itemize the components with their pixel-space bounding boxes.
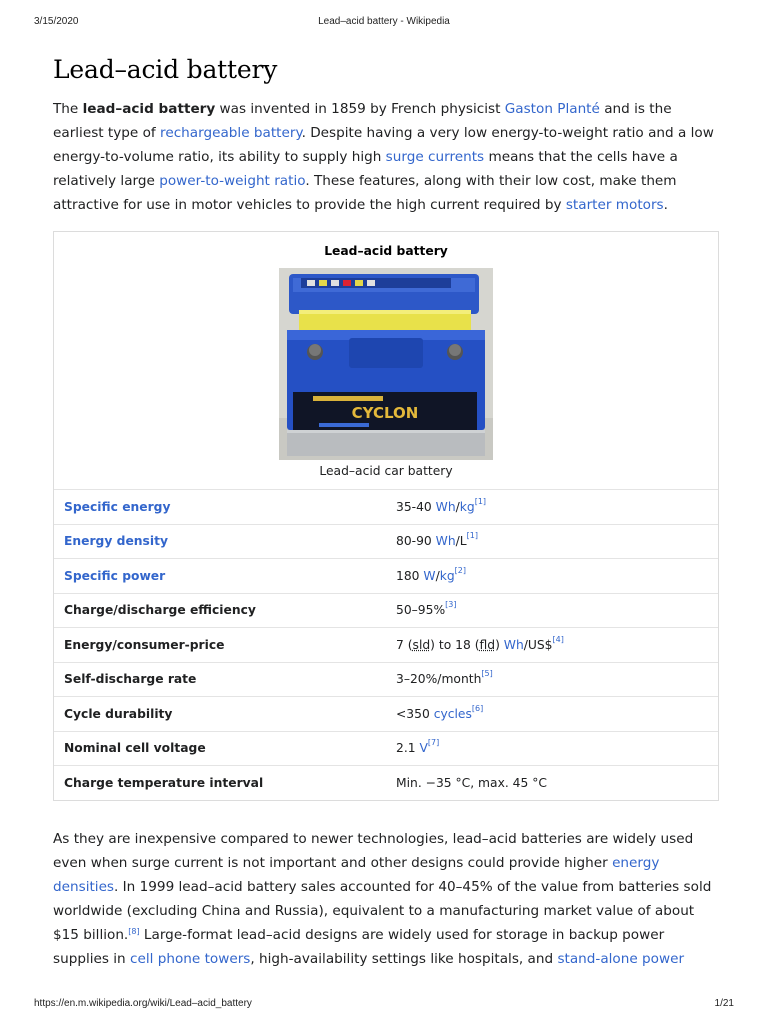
print-date: 3/15/2020 — [34, 16, 79, 27]
reference-link[interactable]: [1] — [474, 496, 487, 506]
intro-paragraph — [53, 97, 721, 217]
battery-brand-label: CYCLON — [351, 404, 419, 422]
infobox-row-cycle-durability — [54, 696, 718, 731]
row-value — [396, 738, 718, 756]
row-value — [396, 703, 718, 721]
reference-link[interactable]: [2] — [454, 565, 466, 575]
row-value — [396, 669, 718, 687]
unit-link-kg[interactable]: kg — [459, 499, 475, 514]
row-key-link[interactable]: Specific power — [64, 568, 166, 583]
unit-link-wh[interactable]: Wh — [435, 534, 456, 549]
link-surge-currents[interactable]: surge currents — [385, 149, 485, 165]
value-text: 35-40 — [396, 499, 436, 514]
intro-text: . — [663, 197, 668, 213]
link-energy-densities[interactable]: energy densities — [53, 854, 660, 895]
print-title: Lead–acid battery - Wikipedia — [318, 16, 450, 27]
link-power-to-weight-ratio[interactable]: power-to-weight ratio — [159, 173, 306, 189]
reference-link[interactable]: [5] — [481, 669, 493, 679]
abbr-sld: sld — [412, 637, 431, 652]
link-cell-phone-towers[interactable]: cell phone towers — [130, 950, 251, 967]
print-page-number: 1/21 — [714, 998, 734, 1009]
intro-text: was invented in 1859 by French physicist — [215, 101, 505, 117]
link-stand-alone-power[interactable]: stand-alone power — [557, 950, 685, 967]
infobox-row-efficiency — [54, 593, 718, 628]
intro-text: means that the cells have a relatively large — [53, 149, 678, 189]
unit-link-v[interactable]: V — [419, 741, 428, 756]
value-text: 50–95% — [396, 603, 446, 618]
print-header — [34, 16, 734, 30]
infobox — [53, 231, 719, 801]
row-key-link[interactable]: Specific energy — [64, 499, 171, 514]
body-text: . In 1999 lead–acid battery sales accounted for 40–45% of the value from batteries sold worldwide (excluding China and Russia), equivalent to a manufacturing market value of about $15 billion. — [53, 878, 712, 943]
intro-text: The — [53, 101, 83, 117]
unit-link-wh[interactable]: Wh — [503, 637, 524, 652]
row-value — [396, 496, 718, 514]
body-text: Large-format lead–acid designs are widely used for storage in backup power supplies in — [53, 926, 665, 967]
infobox-row-consumer-price — [54, 627, 718, 662]
value-text: 7 ( — [396, 637, 413, 652]
article-subject-bold: lead–acid battery — [82, 101, 216, 117]
value-text: ) to 18 ( — [430, 637, 480, 652]
row-key: Cycle durability — [64, 706, 173, 721]
value-text: / — [435, 568, 440, 583]
value-text: 3–20%/month — [396, 672, 482, 687]
value-text: 80-90 — [396, 534, 436, 549]
reference-link[interactable]: [7] — [427, 738, 440, 748]
reference-link[interactable]: [3] — [445, 600, 457, 610]
print-url: https://en.m.wikipedia.org/wiki/Lead–acid_battery — [34, 998, 252, 1009]
print-footer — [34, 998, 734, 1012]
value-text: /US$ — [523, 637, 553, 652]
row-key: Charge/discharge efficiency — [64, 603, 256, 618]
value-text: 180 — [396, 568, 424, 583]
row-value: Min. −35 °C, max. 45 °C — [396, 775, 547, 790]
battery-illustration — [279, 268, 493, 460]
infobox-row-specific-energy — [54, 489, 718, 524]
row-value — [396, 531, 718, 549]
unit-link-kg[interactable]: kg — [439, 568, 455, 583]
value-text: /L — [455, 534, 467, 549]
unit-link-cycles[interactable]: cycles — [433, 706, 472, 721]
row-value — [396, 634, 718, 652]
reference-link[interactable]: [4] — [552, 634, 564, 644]
infobox-row-cell-voltage — [54, 731, 718, 766]
battery-image[interactable] — [279, 268, 493, 460]
abbr-fld: fld — [479, 637, 496, 652]
infobox-title: Lead–acid battery — [324, 244, 448, 258]
body-text: , high-availability settings like hospitals, and — [250, 950, 558, 967]
link-starter-motors[interactable]: starter motors — [565, 197, 664, 213]
intro-text: . These features, along with their low cost, make them attractive for use in motor vehicles to provide the high current required by — [53, 173, 677, 213]
intro-text: . Despite having a very low energy-to-weight ratio and a low energy-to-volume ratio, its ability to supply high — [53, 125, 714, 165]
page-title: Lead–acid battery — [53, 55, 278, 84]
value-text: / — [455, 499, 460, 514]
infobox-row-energy-density — [54, 524, 718, 559]
value-text: <350 — [396, 706, 434, 721]
row-value — [396, 565, 718, 583]
article — [53, 52, 721, 971]
body-text: As they are inexpensive compared to newer technologies, lead–acid batteries are widely used even when surge current is not important and other designs could provide higher — [53, 830, 694, 871]
reference-link[interactable]: [6] — [471, 703, 484, 713]
row-key-link[interactable]: Energy density — [64, 534, 168, 549]
link-rechargeable-battery[interactable]: rechargeable battery — [160, 125, 302, 141]
body-paragraph — [53, 827, 721, 971]
row-key: Energy/consumer-price — [64, 637, 225, 652]
row-key: Self-discharge rate — [64, 672, 197, 687]
unit-link-wh[interactable]: Wh — [435, 499, 456, 514]
infobox-row-charge-temperature — [54, 765, 718, 800]
infobox-row-specific-power — [54, 558, 718, 593]
reference-link[interactable]: [8] — [128, 926, 140, 936]
reference-link[interactable]: [1] — [466, 531, 478, 541]
unit-link-w[interactable]: W — [423, 568, 436, 583]
value-text: 2.1 — [396, 741, 420, 756]
link-gaston-plante[interactable]: Gaston Planté — [504, 101, 600, 117]
intro-text: and is the earliest type of — [53, 101, 672, 141]
value-text: ) — [495, 637, 504, 652]
infobox-row-self-discharge — [54, 662, 718, 697]
row-key: Nominal cell voltage — [64, 741, 206, 756]
row-key: Charge temperature interval — [64, 775, 264, 790]
row-value — [396, 600, 718, 618]
infobox-caption: Lead–acid car battery — [319, 464, 453, 478]
